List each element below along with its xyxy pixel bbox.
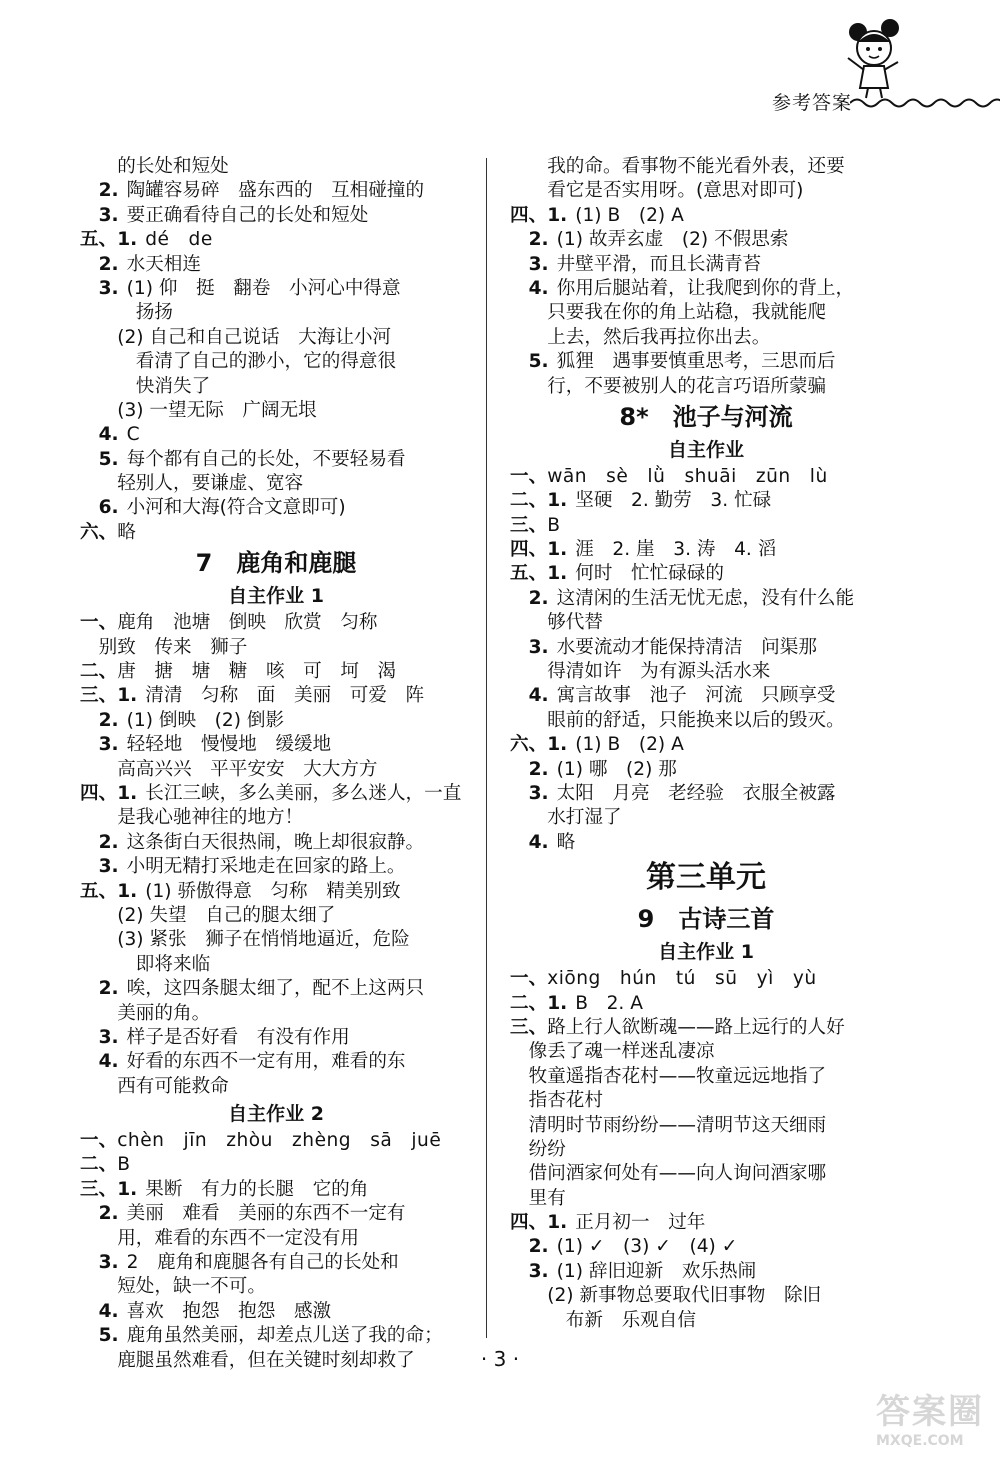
- question-number: 五、: [80, 880, 118, 902]
- answer-line: [510, 1260, 902, 1284]
- item-number: 1.: [547, 539, 568, 561]
- answer-text: 行，不要被别人的花言巧语所蒙骗: [547, 375, 827, 397]
- answer-line: [80, 228, 472, 252]
- answer-line: [510, 782, 902, 806]
- answer-text: 鹿腿虽然难看，但在关键时刻却救了: [117, 1349, 415, 1371]
- answer-text: 唐 搪 塘 糖 咳 可 坷 渴: [117, 661, 397, 683]
- item-number: 2.: [98, 1203, 119, 1225]
- answer-line: [80, 375, 472, 399]
- answer-text: 西有可能救命: [117, 1075, 229, 1097]
- answer-line: [510, 350, 902, 374]
- item-number: 2.: [528, 587, 549, 609]
- answer-line: [510, 1138, 902, 1162]
- answer-line: [80, 831, 472, 855]
- answer-line: [510, 375, 902, 399]
- answer-line: [80, 472, 472, 496]
- question-number: 四、: [510, 539, 548, 561]
- answer-line: [510, 228, 902, 252]
- answer-text: 眼前的舒适，只能换来以后的毁灭。: [547, 709, 845, 731]
- answer-line: [510, 179, 902, 203]
- answer-line: [510, 1309, 902, 1333]
- answer-line: [510, 587, 902, 611]
- answer-line: [80, 1153, 472, 1177]
- item-number: 5.: [528, 351, 549, 373]
- answer-line: [510, 992, 902, 1016]
- item-number: 4.: [528, 685, 549, 707]
- item-number: 4.: [98, 1051, 119, 1073]
- answer-line: [80, 423, 472, 447]
- answer-line: [80, 880, 472, 904]
- answer-text: (1) 故弄玄虚 (2) 不假思索: [556, 229, 789, 251]
- answer-text: 陶罐容易碎 盛东西的 互相碰撞的: [126, 180, 425, 202]
- answer-text: 你用后腿站着，让我爬到你的背上，: [556, 277, 855, 299]
- page-header: [740, 0, 1000, 120]
- answer-text: (1) ✓ (3) ✓ (4) ✓: [556, 1236, 738, 1258]
- header-label: 参考答案: [771, 92, 852, 114]
- answer-text: 布新 乐观自信: [565, 1309, 696, 1331]
- answer-text: 长江三峡，多么美丽，多么迷人，一直: [145, 782, 462, 804]
- answer-text: 喜欢 抱怨 抱怨 感激: [126, 1300, 332, 1322]
- answer-text: (1) 骄傲得意 匀称 精美别致: [145, 880, 401, 902]
- answer-text: 果断 有力的长腿 它的角: [145, 1178, 369, 1200]
- answer-line: [510, 562, 902, 586]
- answer-line: [80, 611, 472, 635]
- answer-line: [510, 684, 902, 708]
- answer-line: [80, 155, 472, 179]
- answer-line: [80, 709, 472, 733]
- answer-text: 快消失了: [135, 375, 211, 397]
- answer-line: [80, 1002, 472, 1026]
- answer-text: B: [117, 1154, 130, 1176]
- answer-text: 水打湿了: [547, 807, 622, 829]
- answer-line: [80, 806, 472, 830]
- answer-text: 高高兴兴 平平安安 大大方方: [117, 758, 378, 780]
- answer-text: 别致 传来 狮子: [98, 636, 248, 658]
- item-number: 3.: [98, 1252, 119, 1274]
- answer-text: xiōng hún tú sū yì yù: [547, 968, 817, 990]
- answer-text: (1) 哪 (2) 那: [556, 758, 677, 780]
- item-number: 3.: [98, 204, 119, 226]
- item-number: 2.: [98, 253, 119, 275]
- answer-text: chèn jīn zhòu zhèng sā juē: [117, 1130, 442, 1152]
- answer-line: [510, 1211, 902, 1235]
- header-wave-line: [850, 96, 1000, 110]
- answer-line: [510, 709, 902, 733]
- answer-text: 太阳 月亮 老经验 衣服全被露: [556, 782, 836, 804]
- answer-text: 只要我在你的角上站稳，我就能爬: [547, 302, 827, 324]
- item-number: 1.: [547, 204, 568, 226]
- answer-line: [510, 489, 902, 513]
- question-number: 二、: [510, 992, 548, 1014]
- answer-line: [80, 399, 472, 423]
- answer-line: [510, 1235, 902, 1259]
- item-number: 2.: [528, 1236, 549, 1258]
- answer-line: [510, 1040, 902, 1064]
- answer-text: 我的命。看事物不能光看外表，还要: [547, 156, 845, 177]
- right-column: [510, 155, 902, 1333]
- question-number: 三、: [80, 685, 118, 707]
- answer-line: [80, 1324, 472, 1348]
- question-number: 四、: [80, 782, 118, 804]
- item-number: 4.: [528, 831, 549, 853]
- answer-line: [80, 1075, 472, 1099]
- item-number: 1.: [117, 782, 138, 804]
- item-number: 1.: [547, 734, 568, 756]
- item-number: 6.: [98, 497, 119, 519]
- question-number: 一、: [80, 612, 118, 634]
- answer-line: [510, 204, 902, 228]
- question-number: 五、: [80, 229, 118, 251]
- item-number: 3.: [98, 1026, 119, 1048]
- answer-line: [510, 967, 902, 991]
- answer-text: 像丢了魂一样迷乱凄凉: [528, 1041, 715, 1063]
- item-number: 3.: [98, 856, 119, 878]
- answer-text: 借问酒家何处有——向人询问酒家哪: [528, 1163, 827, 1185]
- item-number: 3.: [528, 1260, 549, 1282]
- answer-text: 纷纷: [528, 1138, 566, 1160]
- item-number: 3.: [98, 277, 119, 299]
- answer-line: [510, 514, 902, 538]
- answer-line: [80, 1202, 472, 1226]
- answer-text: 清清 匀称 面 美丽 可爱 阵: [145, 685, 425, 707]
- answer-line: [80, 204, 472, 228]
- answer-line: [510, 1114, 902, 1138]
- answer-text: 好看的东西不一定有用，难看的东: [126, 1051, 406, 1073]
- answer-line: [80, 1129, 472, 1153]
- answer-text: 轻别人，要谦虚、宽容: [117, 473, 304, 495]
- item-number: 2.: [98, 709, 119, 731]
- answer-line: [510, 1284, 902, 1308]
- answer-line: [80, 953, 472, 977]
- answer-line: [510, 155, 902, 179]
- question-number: 六、: [80, 521, 118, 543]
- answer-text: (1) 辞旧迎新 欢乐热闹: [556, 1260, 757, 1282]
- answer-line: [80, 1050, 472, 1074]
- answer-line: [80, 301, 472, 325]
- section-title: 自主作业 1: [658, 941, 754, 964]
- answer-text: 即将来临: [135, 953, 211, 975]
- answer-text: 上去，然后我再拉你出去。: [547, 326, 771, 348]
- item-number: 2.: [98, 978, 119, 1000]
- answer-line: [80, 1251, 472, 1275]
- question-number: 五、: [510, 563, 548, 585]
- item-number: 3.: [528, 253, 549, 275]
- question-number: 三、: [510, 514, 548, 536]
- answer-line: [80, 1275, 472, 1299]
- answer-line: [510, 831, 902, 855]
- section-title: 自主作业 2: [228, 1103, 324, 1126]
- answer-line: [80, 782, 472, 806]
- answer-text: dé de: [145, 229, 213, 251]
- answer-text: B: [547, 514, 560, 536]
- answer-text: 水天相连: [126, 253, 201, 275]
- answer-text: 水要流动才能保持清洁 问渠那: [556, 636, 817, 658]
- answer-text: 路上行人欲断魂——路上远行的人好: [547, 1016, 845, 1038]
- answer-text: (3) 紧张 狮子在悄悄地逼近，危险: [117, 929, 410, 951]
- answer-line: [80, 904, 472, 928]
- question-number: 四、: [510, 1212, 548, 1234]
- section-title: 7 鹿角和鹿腿: [195, 549, 357, 578]
- answer-text: 寓言故事 池子 河流 只顾享受: [556, 685, 836, 707]
- item-number: 2.: [528, 229, 549, 251]
- answer-line: [510, 611, 902, 635]
- section-title: 9 古诗三首: [637, 905, 775, 934]
- answer-text: 清明时节雨纷纷——清明节这天细雨: [528, 1114, 827, 1136]
- answer-line: [80, 1300, 472, 1324]
- answer-text: 坚硬 2. 勤劳 3. 忙碌: [575, 490, 772, 512]
- answer-text: 何时 忙忙碌碌的: [575, 563, 724, 585]
- answer-text: 够代替: [547, 612, 603, 634]
- answer-text: 看清了自己的渺小，它的得意很: [135, 351, 397, 373]
- question-number: 四、: [510, 204, 548, 226]
- answer-line: [80, 1026, 472, 1050]
- answer-text: 要正确看待自己的长处和短处: [126, 204, 369, 226]
- section-title: 第三单元: [646, 860, 766, 896]
- answer-line: [510, 733, 902, 757]
- answer-text: 涯 2. 崖 3. 涛 4. 滔: [575, 539, 777, 561]
- answer-text: 略: [556, 831, 576, 853]
- answer-text: 是我心驰神往的地方！: [117, 807, 304, 829]
- answer-text: 短处，缺一不可。: [117, 1276, 266, 1298]
- answer-text: 轻轻地 慢慢地 缓缓地: [126, 734, 332, 756]
- answer-line: [510, 1065, 902, 1089]
- answer-text: 略: [117, 521, 136, 543]
- answer-text: C: [126, 424, 140, 446]
- answer-text: 这条街白天很热闹，晚上却很寂静。: [126, 831, 425, 853]
- answer-text: 指杏花村: [528, 1090, 603, 1112]
- question-number: 六、: [510, 734, 548, 756]
- answer-text: 小河和大海(符合文意即可): [126, 497, 346, 519]
- answer-text: (1) 仰 挺 翻卷 小河心中得意: [126, 277, 401, 299]
- answer-text: wān sè lǜ shuāi zūn lù: [547, 465, 828, 487]
- item-number: 3.: [528, 636, 549, 658]
- question-number: 二、: [80, 1154, 118, 1176]
- item-number: 1.: [117, 229, 138, 251]
- column-divider: [486, 158, 487, 1338]
- left-column: [80, 155, 472, 1373]
- answer-line: [80, 855, 472, 879]
- answer-text: (1) B (2) A: [575, 734, 684, 756]
- answer-text: 里有: [528, 1187, 566, 1209]
- question-number: 一、: [510, 968, 548, 990]
- item-number: 4.: [528, 277, 549, 299]
- answer-text: 2 鹿角和鹿腿各有自己的长处和: [126, 1252, 399, 1274]
- answer-line: [510, 1187, 902, 1211]
- answer-line: [510, 806, 902, 830]
- answer-text: (2) 自己和自己说话 大海让小河: [117, 326, 392, 348]
- item-number: 1.: [547, 1212, 568, 1234]
- question-number: 二、: [510, 490, 548, 512]
- answer-line: [80, 326, 472, 350]
- item-number: 1.: [117, 685, 138, 707]
- section-title: 自主作业 1: [228, 585, 324, 608]
- answer-text: 的长处和短处: [117, 156, 229, 177]
- answer-text: 正月初一 过年: [575, 1212, 706, 1234]
- answer-line: [80, 977, 472, 1001]
- answer-text: 鹿角虽然美丽，却差点儿送了我的命；: [126, 1325, 443, 1347]
- answer-line: [510, 1162, 902, 1186]
- answer-line: [80, 684, 472, 708]
- answer-text: 扬扬: [135, 302, 173, 324]
- item-number: 1.: [547, 563, 568, 585]
- answer-line: [80, 496, 472, 520]
- answer-line: [80, 660, 472, 684]
- answer-text: 小明无精打采地走在回家的路上。: [126, 856, 406, 878]
- answer-text: (3) 一望无际 广阔无垠: [117, 399, 317, 421]
- item-number: 3.: [528, 782, 549, 804]
- answer-text: 唉，这四条腿太细了，配不上这两只: [126, 978, 425, 1000]
- answer-text: 每个都有自己的长处，不要轻易看: [126, 448, 406, 470]
- item-number: 1.: [117, 880, 138, 902]
- answer-text: (1) 倒映 (2) 倒影: [126, 709, 285, 731]
- item-number: 3.: [98, 734, 119, 756]
- answer-text: B 2. A: [575, 992, 643, 1014]
- answer-line: [510, 277, 902, 301]
- item-number: 1.: [117, 1178, 138, 1200]
- answer-line: [80, 636, 472, 660]
- answer-line: [80, 253, 472, 277]
- answer-line: [80, 521, 472, 545]
- answer-text: 牧童遥指杏花村——牧童远远地指了: [528, 1065, 827, 1087]
- answer-line: [510, 253, 902, 277]
- answer-line: [510, 326, 902, 350]
- watermark-url: MXQE.COM: [876, 1433, 964, 1449]
- item-number: 4.: [98, 1300, 119, 1322]
- question-number: 三、: [510, 1016, 548, 1038]
- answer-text: 得清如许 为有源头活水来: [547, 661, 771, 683]
- item-number: 2.: [98, 180, 119, 202]
- answer-text: 美丽的角。: [117, 1002, 211, 1024]
- question-number: 一、: [510, 465, 548, 487]
- answer-line: [80, 928, 472, 952]
- answer-line: [510, 538, 902, 562]
- answer-line: [510, 758, 902, 782]
- question-number: 三、: [80, 1178, 118, 1200]
- answer-line: [80, 1227, 472, 1251]
- answer-text: 这清闲的生活无忧无虑，没有什么能: [556, 587, 855, 609]
- answer-line: [80, 733, 472, 757]
- item-number: 5.: [98, 448, 119, 470]
- answer-line: [80, 350, 472, 374]
- answer-text: (1) B (2) A: [575, 204, 684, 226]
- answer-text: 用，难看的东西不一定没有用: [117, 1227, 359, 1249]
- page-number: · 3 ·: [480, 1347, 520, 1371]
- answer-line: [510, 660, 902, 684]
- answer-line: [80, 1178, 472, 1202]
- section-title: 自主作业: [667, 438, 744, 461]
- item-number: 1.: [547, 992, 568, 1014]
- answer-text: 美丽 难看 美丽的东西不一定有: [126, 1203, 406, 1225]
- answer-line: [510, 1016, 902, 1040]
- answer-line: [510, 301, 902, 325]
- answer-line: [510, 636, 902, 660]
- question-number: 二、: [80, 661, 118, 683]
- watermark: [876, 1384, 984, 1449]
- answer-line: [80, 448, 472, 472]
- item-number: 5.: [98, 1325, 119, 1347]
- answer-text: 井壁平滑，而且长满青苔: [556, 253, 762, 275]
- section-title: 8* 池子与河流: [619, 402, 793, 431]
- answer-line: [80, 179, 472, 203]
- answer-text: (2) 新事物总要取代旧事物 除旧: [547, 1285, 822, 1307]
- answer-text: 狐狸 遇事要慎重思考，三思而后: [556, 351, 836, 373]
- answer-line: [510, 1089, 902, 1113]
- answer-text: 看它是否实用呀。(意思对即可): [547, 180, 804, 202]
- question-number: 一、: [80, 1130, 118, 1152]
- item-number: 1.: [547, 490, 568, 512]
- answer-text: (2) 失望 自己的腿太细了: [117, 904, 336, 926]
- answer-text: 鹿角 池塘 倒映 欣赏 匀称: [117, 612, 378, 634]
- answer-line: [510, 465, 902, 489]
- item-number: 2.: [528, 758, 549, 780]
- answer-line: [80, 758, 472, 782]
- watermark-main: 答案圈: [876, 1392, 984, 1432]
- item-number: 2.: [98, 831, 119, 853]
- answer-text: 样子是否好看 有没有作用: [126, 1026, 350, 1048]
- answer-line: [80, 277, 472, 301]
- item-number: 4.: [98, 424, 119, 446]
